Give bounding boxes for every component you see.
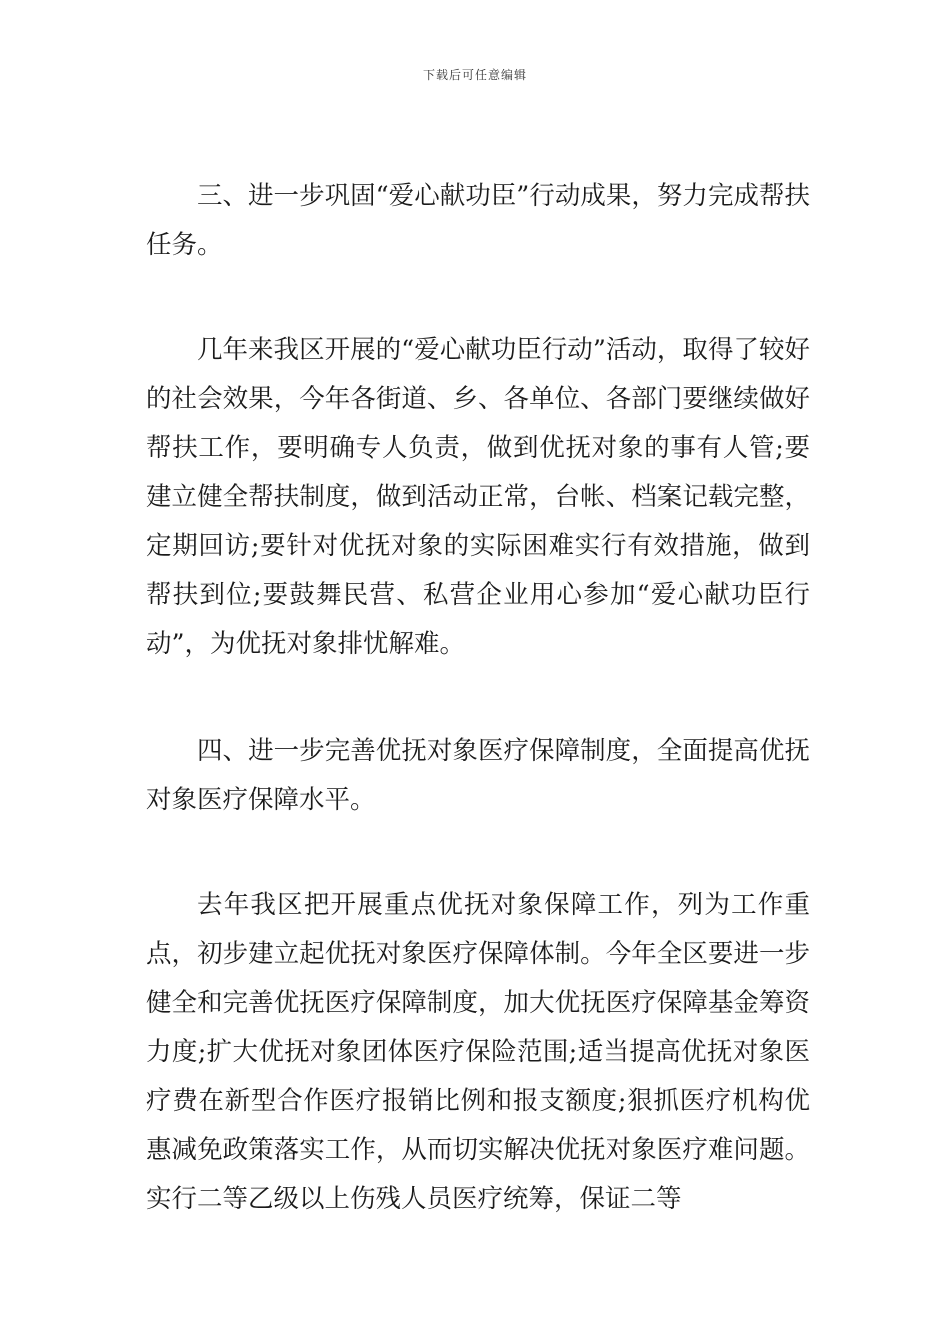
section-heading-four: 四、进一步完善优抚对象医疗保障制度，全面提高优抚对象医疗保障水平。 xyxy=(146,736,810,815)
paragraph-medical-security: 去年我区把开展重点优抚对象保障工作，列为工作重点，初步建立起优抚对象医疗保障体制。今年全区要进一步健全和完善优抚医疗保障制度，加大优抚医疗保障基金筹资力度;扩大优抚对象团体医疗保险范围;适当提高优抚对象医疗费在新型合作医疗报销比例和报支额度;狠抓医疗机构优惠减免政策落实工作，从而切实解决优抚对象医疗难问题。实行二等乙级以上伤残人员医疗统筹，保证二等 xyxy=(146,890,810,1214)
section-heading-three: 三、进一步巩固“爱心献功臣”行动成果，努力完成帮扶任务。 xyxy=(146,181,810,260)
paragraph-care-for-heroes: 几年来我区开展的“爱心献功臣行动”活动，取得了较好的社会效果，今年各街道、乡、各单位、各部门要继续做好帮扶工作，要明确专人负责，做到优抚对象的事有人管;要建立健全帮扶制度，做到活动正常，台帐、档案记载完整，定期回访;要针对优抚对象的实际困难实行有效措施，做到帮扶到位;要鼓舞民营、私营企业用心参加“爱心献功臣行动”，为优抚对象排忧解难。 xyxy=(146,335,810,659)
document-body xyxy=(146,172,810,1224)
page-header-note: 下载后可任意编辑 xyxy=(422,68,527,82)
